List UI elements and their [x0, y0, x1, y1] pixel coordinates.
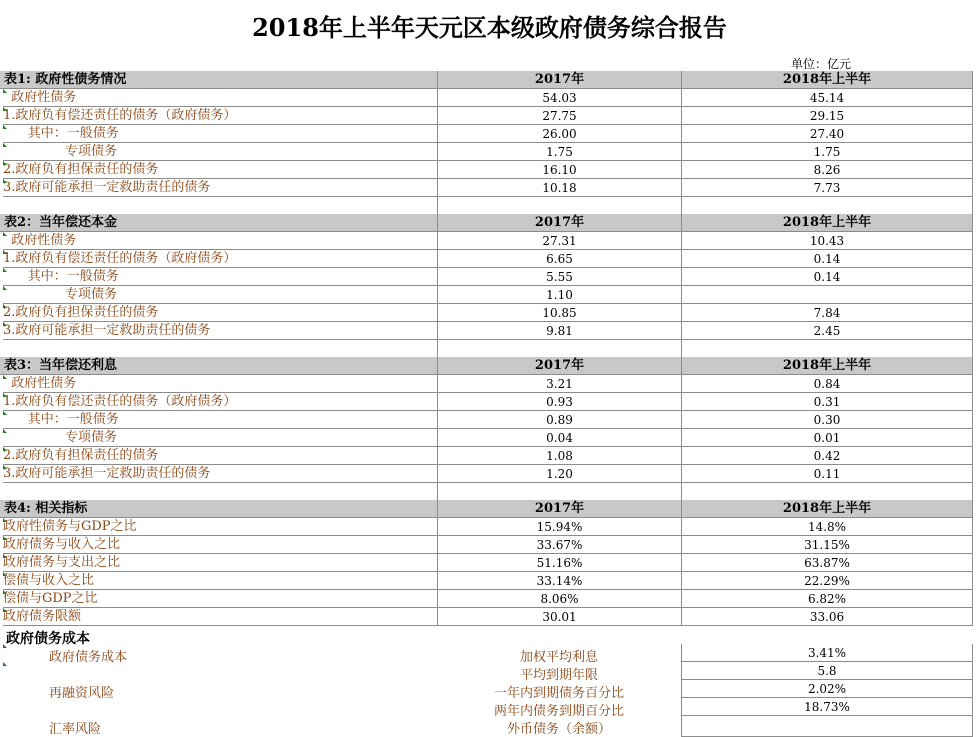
- value-2018h1[interactable]: 63.87%: [681, 554, 973, 572]
- cost-item-label: 一年内到期债务百分比: [493, 686, 624, 701]
- cost-item-value[interactable]: 2.02%: [681, 680, 973, 698]
- empty-cell[interactable]: [3, 197, 437, 215]
- table-row: [0, 161, 979, 179]
- cost-item-value[interactable]: [681, 716, 973, 737]
- value-2017[interactable]: 54.03: [437, 89, 681, 107]
- comment-marker-icon: [3, 554, 7, 558]
- table-row: [0, 536, 979, 554]
- column-header-2017[interactable]: 2017年: [437, 71, 681, 89]
- cost-item-label: 加权平均利息: [519, 650, 598, 665]
- value-2018h1[interactable]: 0.14: [681, 268, 973, 286]
- value-2018h1[interactable]: 29.15: [681, 107, 973, 125]
- cost-item-label: 两年内债务到期百分比: [493, 704, 624, 719]
- cost-item-value[interactable]: 3.41%: [681, 644, 973, 662]
- comment-marker-icon: [3, 125, 7, 129]
- comment-marker-icon: [3, 536, 7, 540]
- comment-marker-icon: [3, 107, 7, 111]
- row-label[interactable]: 其中：一般债务: [3, 125, 437, 143]
- column-header-2018h1[interactable]: 2018年上半年: [681, 500, 973, 518]
- table-row: [0, 554, 979, 572]
- row-label[interactable]: 2.政府负有担保责任的债务: [3, 161, 437, 179]
- value-2018h1[interactable]: 0.01: [681, 429, 973, 447]
- value-2018h1[interactable]: 2.45: [681, 322, 973, 340]
- cost-item-value[interactable]: 5.8: [681, 662, 973, 680]
- comment-marker-icon: [3, 572, 7, 576]
- value-2018h1[interactable]: 0.14: [681, 250, 973, 268]
- table-row: [0, 590, 979, 608]
- row-label[interactable]: 1.政府负有偿还责任的债务（政府债务）: [3, 393, 437, 411]
- column-header-2018h1[interactable]: 2018年上半年: [681, 214, 973, 232]
- row-label[interactable]: 3.政府可能承担一定救助责任的债务: [3, 179, 437, 197]
- column-header-2017[interactable]: 2017年: [437, 500, 681, 518]
- cost-item-label: 外币债务（余额）: [506, 722, 611, 737]
- row-label[interactable]: 政府债务与收入之比: [3, 536, 437, 554]
- table-row: [0, 107, 979, 125]
- table-row: [0, 143, 979, 161]
- table-row: [0, 375, 979, 393]
- value-2017[interactable]: 0.93: [437, 393, 681, 411]
- row-label[interactable]: 专项债务: [3, 286, 437, 304]
- value-2018h1[interactable]: 7.73: [681, 179, 973, 197]
- row-label[interactable]: 偿债与收入之比: [3, 572, 437, 590]
- table-title[interactable]: 表1: 政府性债务情况: [0, 71, 437, 89]
- comment-marker-icon: [3, 429, 7, 433]
- row-label[interactable]: 政府性债务: [3, 232, 437, 250]
- row-label[interactable]: 政府性债务: [3, 89, 437, 107]
- comment-marker-icon: [3, 232, 7, 236]
- row-label[interactable]: 专项债务: [3, 429, 437, 447]
- table-row: [0, 572, 979, 590]
- value-2018h1[interactable]: 0.31: [681, 393, 973, 411]
- value-2017[interactable]: 9.81: [437, 322, 681, 340]
- comment-marker-icon: [3, 89, 7, 93]
- blank-row: [0, 340, 979, 358]
- table-row: [0, 608, 979, 626]
- value-2018h1[interactable]: 8.26: [681, 161, 973, 179]
- comment-marker-icon: [3, 304, 7, 308]
- blank-row: [0, 197, 979, 215]
- comment-marker-icon: [3, 286, 7, 290]
- table-header-row: [0, 214, 979, 232]
- value-2018h1[interactable]: 45.14: [681, 89, 973, 107]
- comment-marker-icon: [3, 179, 7, 183]
- cost-section-heading: 政府债务成本: [6, 631, 90, 647]
- cost-label: 政府债务成本: [49, 650, 128, 665]
- value-2017[interactable]: 26.00: [437, 125, 681, 143]
- row-label[interactable]: 政府性债务与GDP之比: [3, 518, 437, 536]
- value-2017[interactable]: 6.65: [437, 250, 681, 268]
- empty-cell[interactable]: [3, 340, 437, 358]
- comment-marker-icon: [3, 644, 7, 648]
- cost-item-value[interactable]: 18.73%: [681, 698, 973, 716]
- empty-cell[interactable]: [3, 483, 437, 501]
- value-2018h1[interactable]: 0.84: [681, 375, 973, 393]
- row-label[interactable]: 专项债务: [3, 143, 437, 161]
- value-2017[interactable]: 51.16%: [437, 554, 681, 572]
- value-2017[interactable]: 33.14%: [437, 572, 681, 590]
- row-label[interactable]: 政府性债务: [3, 375, 437, 393]
- value-2018h1[interactable]: 33.06: [681, 608, 973, 626]
- table-row: [0, 304, 979, 322]
- table-row: [0, 286, 979, 304]
- comment-marker-icon: [3, 322, 7, 326]
- report-title: 2018年上半年天元区本级政府债务综合报告: [252, 13, 727, 42]
- value-2017[interactable]: 0.89: [437, 411, 681, 429]
- comment-marker-icon: [3, 250, 7, 254]
- empty-cell[interactable]: [681, 483, 973, 501]
- value-2017[interactable]: 8.06%: [437, 590, 681, 608]
- value-2017[interactable]: 3.21: [437, 375, 681, 393]
- value-2017[interactable]: 15.94%: [437, 518, 681, 536]
- row-label[interactable]: 1.政府负有偿还责任的债务（政府债务）: [3, 107, 437, 125]
- table-header-row: [0, 500, 979, 518]
- table-header-row: [0, 357, 979, 375]
- empty-cell[interactable]: [681, 197, 973, 215]
- comment-marker-icon: [3, 447, 7, 451]
- unit-label: 单位：亿元: [791, 57, 852, 71]
- value-2017[interactable]: 33.67%: [437, 536, 681, 554]
- value-2018h1[interactable]: [681, 286, 973, 304]
- empty-cell[interactable]: [681, 340, 973, 358]
- table-header-row: [0, 71, 979, 89]
- column-header-2018h1[interactable]: 2018年上半年: [681, 71, 973, 89]
- comment-marker-icon: [3, 161, 7, 165]
- value-2017[interactable]: 1.08: [437, 447, 681, 465]
- value-2017[interactable]: 0.04: [437, 429, 681, 447]
- comment-marker-icon: [3, 590, 7, 594]
- empty-cell[interactable]: [437, 340, 681, 358]
- value-2018h1[interactable]: 6.82%: [681, 590, 973, 608]
- value-2018h1[interactable]: 1.75: [681, 143, 973, 161]
- table-title[interactable]: 表3：当年偿还利息: [0, 357, 437, 375]
- row-label[interactable]: 其中：一般债务: [3, 411, 437, 429]
- value-2018h1[interactable]: 0.42: [681, 447, 973, 465]
- value-2017[interactable]: 27.75: [437, 107, 681, 125]
- value-2018h1[interactable]: 0.30: [681, 411, 973, 429]
- row-label[interactable]: 3.政府可能承担一定救助责任的债务: [3, 465, 437, 483]
- refinance-risk-label: 再融资风险: [49, 686, 115, 701]
- table-row: [0, 125, 979, 143]
- comment-marker-icon: [3, 662, 7, 666]
- comment-marker-icon: [3, 143, 7, 147]
- empty-cell[interactable]: [437, 197, 681, 215]
- table-row: [0, 89, 979, 107]
- value-2017[interactable]: 1.10: [437, 286, 681, 304]
- table-row: [0, 322, 979, 340]
- value-2018h1[interactable]: 7.84: [681, 304, 973, 322]
- value-2017[interactable]: 1.75: [437, 143, 681, 161]
- value-2018h1[interactable]: 22.29%: [681, 572, 973, 590]
- table-row: [0, 268, 979, 286]
- table-row: [0, 250, 979, 268]
- row-label[interactable]: 其中：一般债务: [3, 268, 437, 286]
- blank-row: [0, 483, 979, 501]
- comment-marker-icon: [3, 411, 7, 415]
- row-label[interactable]: 偿债与GDP之比: [3, 590, 437, 608]
- cost-item-label: 平均到期年限: [519, 668, 598, 683]
- table-row: [0, 465, 979, 483]
- comment-marker-icon: [3, 268, 7, 272]
- column-header-2018h1[interactable]: 2018年上半年: [681, 357, 973, 375]
- value-2018h1[interactable]: 31.15%: [681, 536, 973, 554]
- table-row: [0, 411, 979, 429]
- row-label[interactable]: 1.政府负有偿还责任的债务（政府债务）: [3, 250, 437, 268]
- comment-marker-icon: [3, 375, 7, 379]
- table-row: [0, 447, 979, 465]
- value-2017[interactable]: 16.10: [437, 161, 681, 179]
- value-2018h1[interactable]: 27.40: [681, 125, 973, 143]
- row-label[interactable]: 3.政府可能承担一定救助责任的债务: [3, 322, 437, 340]
- comment-marker-icon: [3, 393, 7, 397]
- table-row: [0, 429, 979, 447]
- column-header-2017[interactable]: 2017年: [437, 357, 681, 375]
- value-2018h1[interactable]: 14.8%: [681, 518, 973, 536]
- value-2017[interactable]: 5.55: [437, 268, 681, 286]
- table-row: [0, 393, 979, 411]
- empty-cell[interactable]: [437, 483, 681, 501]
- table-row: [0, 232, 979, 250]
- value-2017[interactable]: 10.18: [437, 179, 681, 197]
- value-2017[interactable]: 1.20: [437, 465, 681, 483]
- table-row: [0, 518, 979, 536]
- table-title[interactable]: 表2：当年偿还本金: [0, 214, 437, 232]
- row-label[interactable]: 政府债务与支出之比: [3, 554, 437, 572]
- comment-marker-icon: [3, 518, 7, 522]
- column-header-2017[interactable]: 2017年: [437, 214, 681, 232]
- comment-marker-icon: [3, 465, 7, 469]
- value-2017[interactable]: 10.85: [437, 304, 681, 322]
- fx-risk-label: 汇率风险: [49, 722, 102, 737]
- comment-marker-icon: [3, 608, 7, 612]
- table-row: [0, 179, 979, 197]
- value-2017[interactable]: 27.31: [437, 232, 681, 250]
- row-label[interactable]: 政府债务限额: [3, 608, 437, 626]
- value-2018h1[interactable]: 10.43: [681, 232, 973, 250]
- value-2018h1[interactable]: 0.11: [681, 465, 973, 483]
- row-label[interactable]: 2.政府负有担保责任的债务: [3, 447, 437, 465]
- row-label[interactable]: 2.政府负有担保责任的债务: [3, 304, 437, 322]
- value-2017[interactable]: 30.01: [437, 608, 681, 626]
- table-title[interactable]: 表4: 相关指标: [0, 500, 437, 518]
